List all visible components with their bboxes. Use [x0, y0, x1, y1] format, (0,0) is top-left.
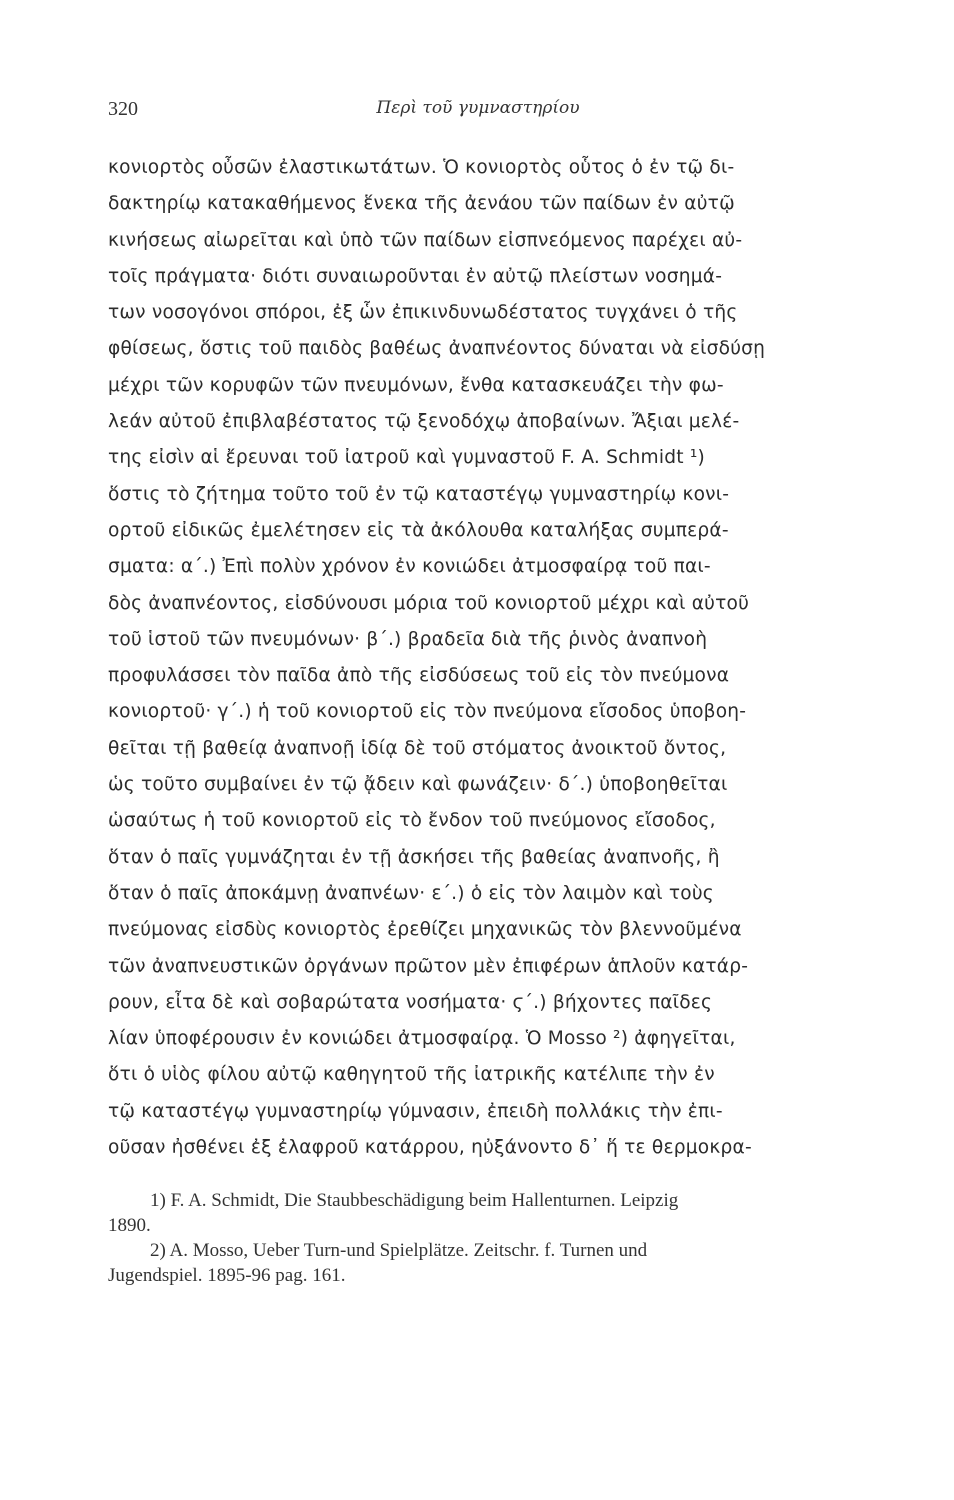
text-line: οῦσαν ἠσθένει ἐξ ἐλαφροῦ κατάρρου, ηὐξάνοντο δ᾽ ἥ τε θερμοκρα- [108, 1137, 752, 1159]
text-line: τοῖς πράγματα· διότι συναιωροῦνται ἐν αὐτῷ πλείστων νοσημά- [108, 265, 723, 287]
text-line: σματα: α΄.) Ἐπὶ πολὺν χρόνον ἐν κονιώδει ἀτμοσφαίρᾳ τοῦ παι- [108, 556, 711, 578]
text-line: θεῖται τῇ βαθείᾳ ἀναπνοῇ ἰδίᾳ δὲ τοῦ στόματος ἀνοικτοῦ ὄντος, [108, 737, 727, 759]
text-line: ὅτι ὁ υἱὸς φίλου αὐτῷ καθηγητοῦ τῆς ἰατρικῆς κατέλιπε τὴν ἐν [108, 1064, 715, 1086]
footnote-line: 2) A. Mosso, Ueber Turn-und Spielplätze. Zeitschr. f. Turnen und [150, 1240, 648, 1261]
page-number: 320 [108, 98, 138, 120]
text-line: προφυλάσσει τὸν παῖδα ἀπὸ τῆς εἰσδύσεως τοῦ εἰς τὸν πνεύμονα [108, 665, 730, 687]
text-line: κονιορτοῦ· γ΄.) ἡ τοῦ κονιορτοῦ εἰς τὸν πνεύμονα εἴσοδος ὑποβοη- [108, 701, 747, 723]
text-line: λεάν αὐτοῦ ἐπιβλαβέστατος τῷ ξενοδόχῳ ἀποβαίνων. Ἄξιαι μελέ- [108, 411, 740, 433]
text-line: κονιορτὸς οὖσῶν ἐλαστικωτάτων. Ὁ κονιορτὸς οὗτος ὁ ἐν τῷ δι- [108, 157, 735, 178]
running-title: Περὶ τοῦ γυμναστηρίου [376, 98, 580, 118]
text-line: μέχρι τῶν κορυφῶν τῶν πνευμόνων, ἔνθα κατασκευάζει τὴν φω- [108, 374, 724, 396]
footnote-line: 1) F. A. Schmidt, Die Staubbeschädigung beim Hallenturnen. Leipzig [150, 1190, 679, 1211]
text-line: τοῦ ἱστοῦ τῶν πνευμόνων· β΄.) βραδεῖα διὰ τῆς ῥινὸς ἀναπνοὴ [108, 628, 708, 650]
text-line: λίαν ὑποφέρουσιν ἐν κονιώδει ἀτμοσφαίρᾳ. Ὁ Mosso ²) ἀφηγεῖται, [108, 1028, 736, 1050]
text-line: δακτηρίῳ κατακαθήμενος ἕνεκα τῆς ἀενάου τῶν παίδων ἐν αὐτῷ [108, 193, 735, 215]
footnotes [108, 1188, 856, 1288]
footnote-line: Jugendspiel. 1895-96 pag. 161. [108, 1265, 346, 1286]
text-line: κινήσεως αἰωρεῖται καὶ ὑπὸ τῶν παίδων εἰσπνεόμενος παρέχει αὐ- [108, 229, 743, 251]
text-line: φθίσεως, ὅστις τοῦ παιδὸς βαθέως ἀναπνέοντος δύναται νὰ εἰσδύσῃ [108, 338, 766, 360]
text-line: τῶν ἀναπνευστικῶν ὀργάνων πρῶτον μὲν ἐπιφέρων ἁπλοῦν κατάρ- [108, 955, 749, 977]
text-line: ὅταν ὁ παῖς γυμνάζηται ἐν τῇ ἀσκήσει τῆς βαθείας ἀναπνοῆς, ἢ [108, 846, 720, 868]
text-line: ορτοῦ εἰδικῶς ἐμελέτησεν εἰς τὰ ἀκόλουθα καταλήξας συμπερά- [108, 519, 729, 541]
text-line: ὅταν ὁ παῖς ἀποκάμνῃ ἀναπνέων· ε΄.) ὁ εἰς τὸν λαιμὸν καὶ τοὺς [108, 882, 714, 904]
text-line: πνεύμονας εἰσδὺς κονιορτὸς ἐρεθίζει μηχανικῶς τὸν βλεννοῦμένα [108, 919, 742, 941]
text-line: ὡσαύτως ἡ τοῦ κονιορτοῦ εἰς τὸ ἔνδον τοῦ πνεύμονος εἴσοδος, [108, 810, 716, 832]
text-line: των νοσογόνοι σπόροι, ἐξ ὧν ἐπικινδυνωδέστατος τυγχάνει ὁ τῆς [108, 302, 738, 324]
text-line: ὅστις τὸ ζήτημα τοῦτο τοῦ ἐν τῷ καταστέγῳ γυμναστηρίῳ κονι- [108, 483, 730, 505]
text-line: δὸς ἀναπνέοντος, εἰσδύνουσι μόρια τοῦ κονιορτοῦ μέχρι καὶ αὐτοῦ [108, 592, 750, 614]
page-header [108, 98, 848, 128]
text-line: ὡς τοῦτο συμβαίνει ἐν τῷ ᾄδειν καὶ φωνάζειν· δ΄.) ὑποβοηθεῖται [108, 774, 728, 796]
text-line: τῷ καταστέγῳ γυμναστηρίῳ γύμνασιν, ἐπειδὴ πολλάκις τὴν ἐπι- [108, 1100, 723, 1122]
text-line: ρουν, εἶτα δὲ καὶ σοβαρώτατα νοσήματα· ϛ΄.) βήχοντες παῖδες [108, 991, 713, 1013]
footnote-line: 1890. [108, 1215, 151, 1236]
body-text [108, 150, 856, 1166]
text-line: της εἰσὶν αἱ ἔρευναι τοῦ ἰατροῦ καὶ γυμναστοῦ F. A. Schmidt ¹) [108, 447, 705, 469]
